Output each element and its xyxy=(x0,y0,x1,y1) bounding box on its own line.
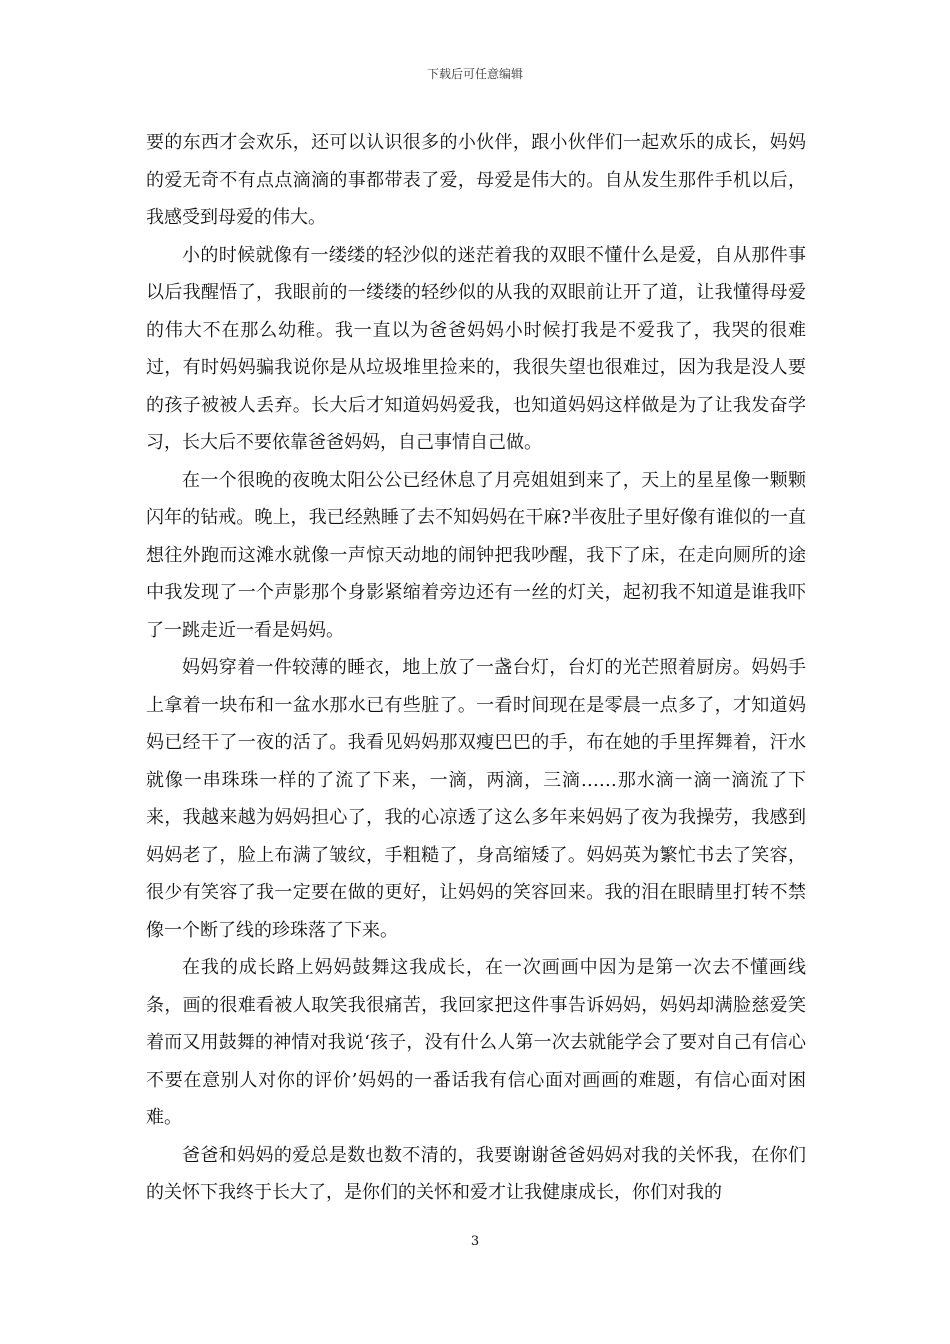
paragraph: 小的时候就像有一缕缕的轻沙似的迷茫着我的双眼不懂什么是爱，自从那件事以后我醒悟了，我眼前的一缕缕的轻纱似的从我的双眼前让开了道，让我懂得母爱的伟大不在那么幼稚。我一直以为爸爸妈妈小时候打我是不爱我了，我哭的很难过，有时妈妈骗我说你是从垃圾堆里捡来的，我很失望也很难过，因为我是没人要的孩子被被人丢弃。长大后才知道妈妈爱我，也知道妈妈这样做是为了让我发奋学习，长大后不要依靠爸爸妈妈，自己事情自己做。 xyxy=(146,244,806,453)
paragraph: 妈妈穿着一件较薄的睡衣，地上放了一盏台灯，台灯的光芒照着厨房。妈妈手上拿着一块布和一盆水那水已有些脏了。一看时间现在是零晨一点多了，才知道妈妈已经干了一夜的活了。我看见妈妈那双瘦巴巴的手，布在她的手里挥舞着，汗水就像一串珠珠一样的了流了下来，一滴，两滴，三滴……那水滴一滴一滴流了下来，我越来越为妈妈担心了，我的心凉透了这么多年来妈妈了夜为我操劳，我感到妈妈老了，脸上布满了皱纹，手粗糙了，身高缩矮了。妈妈英为繁忙书去了笑容，很少有笑容了我一定要在做的更好，让妈妈的笑容回来。我的泪在眼睛里打转不禁像一个断了线的珍珠落了下来。 xyxy=(146,657,806,941)
page-number: 3 xyxy=(470,1234,480,1249)
paragraph: 在一个很晚的夜晚太阳公公已经休息了月亮姐姐到来了，天上的星星像一颗颗闪年的钻戒。晚上，我已经熟睡了去不知妈妈在干麻?半夜肚子里好像有谁似的一直想往外跑而这滩水就像一声惊天动地的闹钟把我吵醒，我下了床，在走向厕所的途中我发现了一个声影那个身影紧缩着旁边还有一丝的灯关，起初我不知道是谁我吓了一跳走近一看是妈妈。 xyxy=(146,469,806,641)
page-header: 下载后可任意编辑 xyxy=(426,67,523,81)
paragraph: 在我的成长路上妈妈鼓舞这我成长，在一次画画中因为是第一次去不懂画线条，画的很难看被人取笑我很痛苦，我回家把这件事告诉妈妈，妈妈却满脸慈爱笑着而又用鼓舞的神情对我说‘孩子，没有什么人第一次去就能学会了要对自己有信心不要在意别人对你的评价’妈妈的一番话我有信心面对画画的难题，有信心面对困难。 xyxy=(146,957,806,1128)
paragraph: 爸爸和妈妈的爱总是数也数不清的，我要谢谢爸爸妈妈对我的关怀我，在你们的关怀下我终于长大了，是你们的关怀和爱才让我健康成长，你们对我的 xyxy=(146,1144,806,1203)
paragraph-continuation: 要的东西才会欢乐，还可以认识很多的小伙伴，跟小伙伴们一起欢乐的成长，妈妈的爱无奇不有点点滴滴的事都带表了爱，母爱是伟大的。自从发生那件手机以后，我感受到母爱的伟大。 xyxy=(146,132,806,228)
document-body xyxy=(146,124,806,1212)
